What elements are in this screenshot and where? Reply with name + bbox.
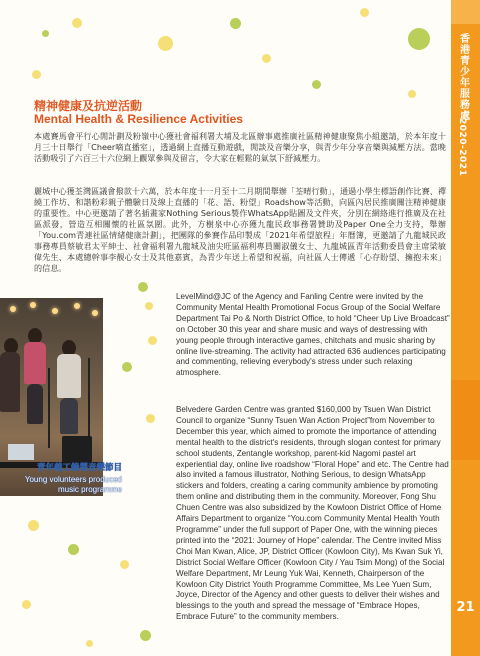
decorative-dot: [408, 90, 416, 98]
decorative-dot: [230, 18, 241, 29]
decorative-dot: [42, 30, 49, 37]
photo-caption-zh: 青年義工錄製音樂節目: [36, 463, 122, 473]
decorative-dot: [22, 600, 31, 609]
paragraph-zh-2: 麗城中心獲荃灣區議會撥款十六萬，於本年度十一月至十二月期間舉辦「荃晴行動」，通過小學生標語創作比賽、禪繞工作坊、和諧粉彩親子體驗日及線上直播的「花、語、粉望」Roadshow等活動，向區內居民推廣關注精神健康的重要性。中心更邀請了著名插畫家Nothing Serious製作WhatsApp貼圖及文件夾，分別在網絡進行推廣及在社區派發，營造互相關懷的社區氛圍。此外，方樹泉中心亦獲九龍民政事務署贊助及Paper One全力支持，舉辦「You.com青連社區情緒健康計劃」，把團隊的參賽作品印製成「2021年希望旅程」年曆簿，更邀請了九龍城民政事務專員蔡敏君太平紳士、社會福利署九龍城及油尖旺區福利專員關淑儀女士、九龍城區青年活動委員會主席梁敏偉先生、本處總幹事李靚心女士及其他嘉賓，為青少年送上希望和祝福，向社區人士傳遞「心存盼望、擁抱未來」的信息。: [34, 186, 446, 273]
paragraph-zh-1: 本處賽馬會平行心閒計劃及粉嶺中心獲社會福利署大埔及北區辦事處推廣社區精神健康聚焦小組邀請，於本年度十月三十日舉行「Cheer嘀直播室」，透過網上直播互動遊戲，閒談及音樂分享，與青少年分享音樂與減壓方法。當晚活動吸引了六百三十六位網上觀眾參與及留言，令大家在輕鬆的氣氛下舒減壓力。: [34, 131, 446, 163]
fairy-light: [74, 303, 80, 309]
fairy-light: [52, 308, 58, 314]
person: [24, 342, 46, 384]
photo-caption-en-line2: music programme: [57, 485, 122, 494]
fairy-light: [30, 302, 36, 308]
decorative-dot: [72, 18, 82, 28]
mic-stand: [88, 358, 90, 448]
decorative-dot: [145, 302, 153, 310]
sidebar-year-range: 2020-2021: [457, 118, 467, 177]
decorative-dot: [262, 54, 271, 63]
decorative-dot: [138, 282, 148, 292]
fairy-light: [92, 310, 98, 316]
decorative-dot: [146, 414, 155, 423]
decorative-dot: [360, 8, 369, 17]
decorative-dot: [32, 70, 41, 79]
paragraph-en-1: LevelMind@JC of the Agency and Fanling Centre were invited by the Community Mental Health Promotional Focus Group of the Social Welfare Department Tai Po & North District Office, to hold “Cheer Up Live Broadcast” on October 30 this year and share music and ways of destressing with young people through interactive games, chitchats and music sharing by online live-streaming. The activity had attracted 636 audiences participating and commenting, relieving everybody's stress under such relaxing atmosphere.: [176, 292, 450, 378]
person: [60, 398, 78, 434]
sidebar-mid-band: [451, 380, 480, 460]
laptop: [8, 444, 34, 460]
person: [57, 354, 81, 398]
photo-caption-en: [4, 475, 122, 495]
decorative-dot: [148, 336, 157, 345]
decorative-dot: [28, 520, 39, 531]
paragraph-en-2: Belvedere Garden Centre was granted $160,000 by Tsuen Wan District Council to organize “Sunny Tsuen Wan Action Project”from November to December this year, which aimed to promote the importance of attending mental health to the district's residents, through slogan contest for primary school students, Zentangle workshop, parent-kid Nagomi pastel art experiential day, online live roadshow “Floral Hope” and etc. The Centre had also invited a famous illustrator, Nothing Serious, to design WhatsApp stickers and folders, creating a caring community ambience by promoting them online and distributing them in the community. Moreover, Fong Shu Chuen Centre was also subsidized by the Kowloon District Office of Home Affairs Department to organize “You.com Community Mental Health Youth Programme” under the full support of Paper One, with the winning pieces printed into the “2021: Journey of Hope” calendar. The Centre invited Miss Choi Man Kwan, Alice, JP, District Officer (Kowloon City), Ms Kwan Suk Yi, District Social Welfare Officer (Kowloon City / Yau Tsim Mong) of the Social Welfare Department, Mr Leung Yuk Wai, Kenneth, Chairperson of the Kowloon City District Youth Programme Committee, Ms Lee Yuen Sum, Joyce, Director of the Agency and other guests to deliver their wishes and blessings to the youth and spread the message of “Embrace Hopes, Embrace Future” to the community members.: [176, 405, 449, 622]
decorative-dot: [68, 544, 79, 555]
section-title-en: Mental Health & Resilience Activities: [34, 112, 243, 126]
fairy-light: [10, 306, 16, 312]
decorative-dot: [120, 560, 129, 569]
sidebar-top-band: [451, 0, 480, 24]
decorative-dot: [312, 80, 321, 89]
person: [27, 384, 43, 424]
sidebar: [451, 0, 480, 656]
decorative-dot: [408, 28, 430, 50]
page-number: 21: [456, 600, 475, 615]
decorative-dot: [140, 630, 151, 641]
sidebar-org-name: 香港青少年服務處: [460, 34, 470, 122]
person: [0, 352, 20, 412]
section-title-zh: 精神健康及抗逆活動: [34, 99, 143, 113]
decorative-dot: [122, 362, 132, 372]
decorative-dot: [158, 36, 173, 51]
mic-stand: [48, 368, 50, 448]
photo-caption-en-line1: Young volunteers produced: [24, 475, 122, 484]
decorative-dot: [86, 640, 93, 647]
